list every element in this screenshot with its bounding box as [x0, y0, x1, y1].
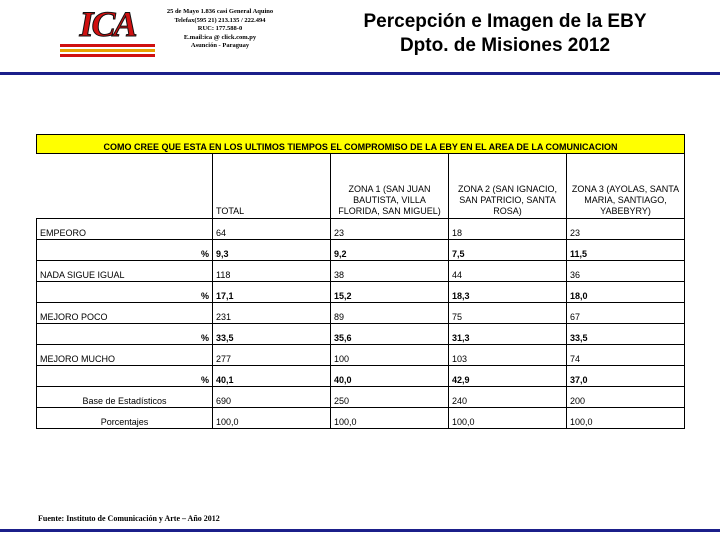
column-header-blank [37, 154, 213, 219]
contact-line-4: E.mail:ica @ click.com.py [183, 33, 257, 41]
row-value-zona1: 100 [331, 345, 449, 366]
logo-text: ICA [79, 4, 136, 44]
row-value-total: 64 [213, 219, 331, 240]
column-header-zona3: ZONA 3 (AYOLAS, SANTA MARIA, SANTIAGO, YABEBYRY) [567, 154, 685, 219]
row-value-zona2: 240 [449, 387, 567, 408]
row-value-zona1: 250 [331, 387, 449, 408]
row-value-zona2: 75 [449, 303, 567, 324]
row-value-zona3: 18,0 [567, 282, 685, 303]
page-title-line2: Dpto. de Misiones 2012 [399, 35, 611, 56]
table-banner: COMO CREE QUE ESTA EN LOS ULTIMOS TIEMPOS EL COMPROMISO DE LA EBY EN EL AREA DE LA COMUNICACION [37, 135, 685, 154]
row-value-total: 231 [213, 303, 331, 324]
row-value-zona3: 37,0 [567, 366, 685, 387]
row-value-zona2: 18 [449, 219, 567, 240]
row-value-total: 100,0 [213, 408, 331, 429]
table-row [37, 219, 685, 240]
row-value-zona1: 23 [331, 219, 449, 240]
table-header-row [37, 154, 685, 219]
row-label: MEJORO MUCHO [37, 345, 213, 366]
row-label: % [37, 240, 213, 261]
row-value-zona2: 103 [449, 345, 567, 366]
table-row [37, 387, 685, 408]
row-value-zona3: 23 [567, 219, 685, 240]
contact-info [150, 8, 290, 51]
table-row [37, 345, 685, 366]
row-value-zona2: 7,5 [449, 240, 567, 261]
row-value-zona1: 38 [331, 261, 449, 282]
contact-line-5: Asunción - Paraguay [190, 42, 250, 49]
row-value-zona3: 11,5 [567, 240, 685, 261]
row-value-zona2: 18,3 [449, 282, 567, 303]
table-row [37, 240, 685, 261]
row-label: MEJORO POCO [37, 303, 213, 324]
row-label: Porcentajes [37, 408, 213, 429]
table-row [37, 324, 685, 345]
footer-divider [0, 529, 720, 532]
row-value-zona1: 15,2 [331, 282, 449, 303]
row-label: % [37, 282, 213, 303]
row-value-total: 9,3 [213, 240, 331, 261]
page-title-line1: Percepción e Imagen de la EBY [363, 11, 647, 32]
row-label: % [37, 366, 213, 387]
page-header [0, 0, 720, 72]
contact-line-3: RUC: 177.588-0 [197, 25, 243, 32]
row-value-zona3: 36 [567, 261, 685, 282]
row-label: Base de Estadísticos [37, 387, 213, 408]
logo-stripes-icon [60, 44, 155, 60]
row-value-zona1: 9,2 [331, 240, 449, 261]
contact-line-2: Telefax(595 21) 213.135 / 222.494 [174, 16, 266, 24]
ica-logo [60, 4, 155, 62]
row-value-zona2: 31,3 [449, 324, 567, 345]
header-divider [0, 72, 720, 75]
column-header-zona1: ZONA 1 (SAN JUAN BAUTISTA, VILLA FLORIDA, SAN MIGUEL) [331, 154, 449, 219]
row-value-zona2: 100,0 [449, 408, 567, 429]
column-header-zona2: ZONA 2 (SAN IGNACIO, SAN PATRICIO, SANTA ROSA) [449, 154, 567, 219]
table-row [37, 408, 685, 429]
source-note: Fuente: Instituto de Comunicación y Arte – Año 2012 [38, 514, 220, 523]
row-value-zona2: 42,9 [449, 366, 567, 387]
row-value-zona3: 33,5 [567, 324, 685, 345]
row-label: EMPEORO [37, 219, 213, 240]
column-header-total: TOTAL [213, 154, 331, 219]
row-value-zona3: 200 [567, 387, 685, 408]
table-row [37, 366, 685, 387]
row-value-total: 277 [213, 345, 331, 366]
row-value-total: 118 [213, 261, 331, 282]
table-row [37, 261, 685, 282]
row-value-total: 33,5 [213, 324, 331, 345]
row-value-zona3: 67 [567, 303, 685, 324]
row-value-total: 40,1 [213, 366, 331, 387]
row-value-total: 690 [213, 387, 331, 408]
row-value-zona1: 100,0 [331, 408, 449, 429]
row-value-zona3: 100,0 [567, 408, 685, 429]
row-value-zona1: 40,0 [331, 366, 449, 387]
contact-line-1: 25 de Mayo 1.836 casi General Aquino [166, 8, 274, 15]
row-value-zona2: 44 [449, 261, 567, 282]
row-label: % [37, 324, 213, 345]
row-value-zona1: 35,6 [331, 324, 449, 345]
row-value-zona3: 74 [567, 345, 685, 366]
table-row [37, 303, 685, 324]
row-value-zona1: 89 [331, 303, 449, 324]
data-table [36, 134, 685, 429]
data-table-container [36, 134, 684, 429]
table-banner-row [37, 135, 685, 154]
page-title [300, 10, 710, 58]
row-value-total: 17,1 [213, 282, 331, 303]
row-label: NADA SIGUE IGUAL [37, 261, 213, 282]
table-row [37, 282, 685, 303]
